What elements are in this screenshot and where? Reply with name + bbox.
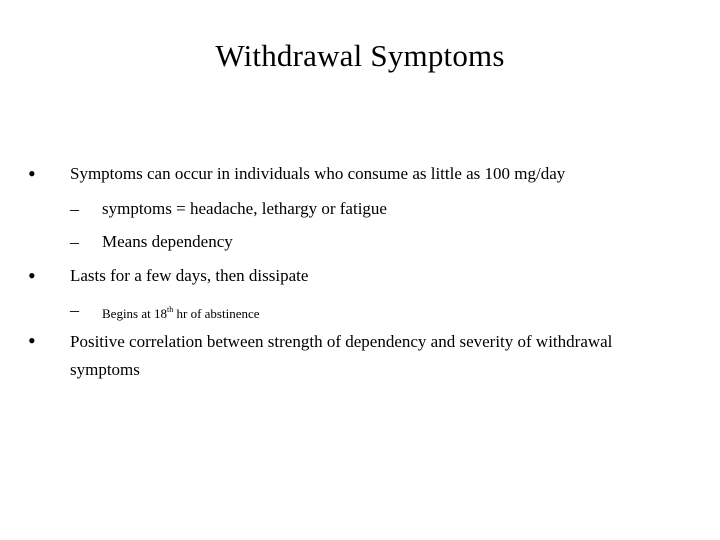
bullet-dot-icon: • bbox=[28, 328, 36, 353]
bullet-dot-icon: • bbox=[28, 161, 36, 186]
bullet-dot-icon: • bbox=[28, 263, 36, 288]
dash-icon: – bbox=[70, 300, 79, 320]
sub-bullet-text-pre: Begins at 18 bbox=[102, 306, 167, 321]
bullet-text: Symptoms can occur in individuals who consume as little as 100 mg/day bbox=[70, 164, 566, 183]
dash-icon: – bbox=[70, 232, 79, 252]
slide-title: Withdrawal Symptoms bbox=[215, 38, 505, 73]
bullet-text: Lasts for a few days, then dissipate bbox=[70, 266, 309, 285]
sub-bullet-text-post: hr of abstinence bbox=[173, 306, 260, 321]
sub-bullet-text: symptoms = headache, lethargy or fatigue bbox=[102, 199, 387, 218]
dash-icon: – bbox=[70, 199, 79, 219]
ordinal-suffix: th bbox=[167, 305, 174, 314]
bullet-text: Positive correlation between strength of dependency and severity of withdrawal symptoms bbox=[70, 332, 613, 379]
sub-bullet-text: Means dependency bbox=[102, 232, 233, 251]
sub-bullet-text bbox=[102, 297, 260, 327]
